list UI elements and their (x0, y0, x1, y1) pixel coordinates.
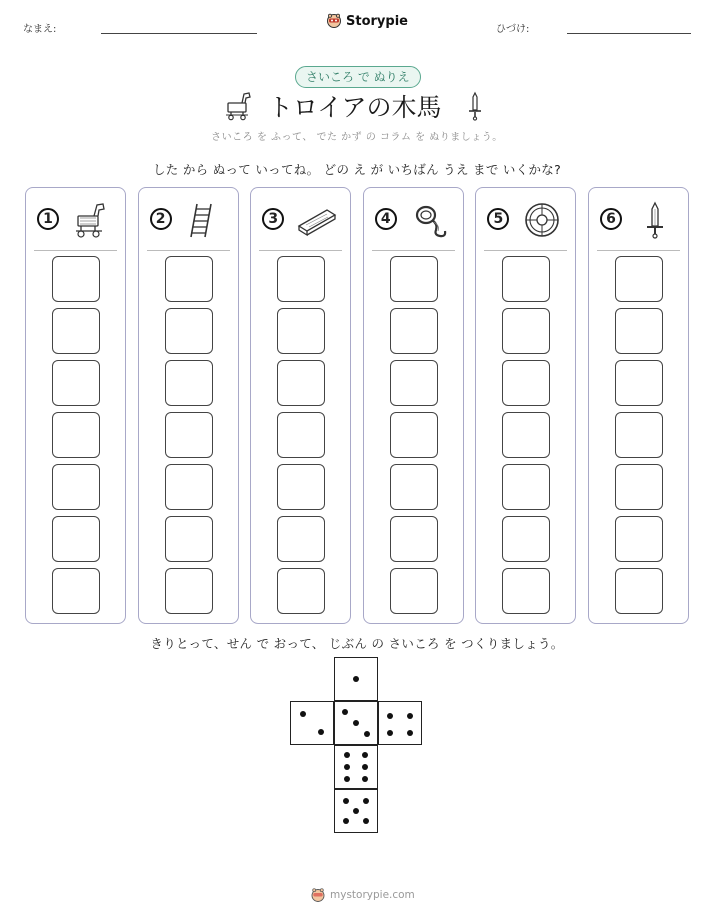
color-cell[interactable] (52, 516, 100, 562)
rope-icon (410, 200, 450, 240)
pip (353, 676, 359, 682)
instruction-top: した から ぬって いってね。 どの え が いちばん うえ まで いくかな? (152, 162, 562, 177)
wooden-plank-icon (297, 200, 337, 240)
color-cell[interactable] (165, 360, 213, 406)
instruction-bottom: きりとって、せん で おって、 じぶん の さいころ を つくりましょう。 (150, 636, 564, 651)
trojan-horse-icon (72, 200, 112, 240)
color-cell[interactable] (165, 516, 213, 562)
color-cell[interactable] (390, 308, 438, 354)
color-cell[interactable] (52, 464, 100, 510)
dice-face-3 (334, 701, 378, 745)
ladder-icon (185, 200, 225, 240)
pip (353, 808, 359, 814)
color-cell[interactable] (277, 516, 325, 562)
color-cell[interactable] (165, 464, 213, 510)
pip (318, 729, 324, 735)
pip (407, 730, 413, 736)
dice-face-1 (334, 657, 378, 701)
color-cell[interactable] (277, 256, 325, 302)
date-field[interactable] (567, 33, 691, 34)
pip (387, 730, 393, 736)
column-number: 1 (37, 208, 59, 230)
color-cell[interactable] (277, 360, 325, 406)
color-cell[interactable] (615, 516, 663, 562)
column-4 (363, 187, 464, 624)
color-cell[interactable] (165, 568, 213, 614)
pip (344, 764, 350, 770)
subtitle: さいころ を ふって、 でた かず の コラム を ぬりましょう。 (211, 132, 503, 143)
pip (407, 713, 413, 719)
footer-url[interactable]: mystorypie.com (330, 889, 415, 901)
color-cell[interactable] (615, 360, 663, 406)
color-cell[interactable] (165, 412, 213, 458)
date-label: ひづけ: (496, 24, 530, 35)
color-cell[interactable] (502, 360, 550, 406)
color-cell[interactable] (52, 256, 100, 302)
sword-title-icon (466, 91, 484, 121)
column-divider (484, 250, 567, 251)
color-cell[interactable] (502, 412, 550, 458)
trojan-horse-title-icon (223, 89, 253, 121)
color-cell[interactable] (502, 516, 550, 562)
pip (362, 764, 368, 770)
brand-name: Storypie (346, 13, 408, 29)
pip (344, 776, 350, 782)
color-cell[interactable] (390, 412, 438, 458)
column-6 (588, 187, 689, 624)
column-3 (250, 187, 351, 624)
column-number: 2 (150, 208, 172, 230)
sword-icon (635, 200, 675, 240)
color-cell[interactable] (165, 256, 213, 302)
color-cell[interactable] (390, 568, 438, 614)
pip (343, 798, 349, 804)
color-cell[interactable] (502, 308, 550, 354)
column-divider (34, 250, 117, 251)
color-cell[interactable] (502, 256, 550, 302)
color-cell[interactable] (615, 256, 663, 302)
color-cell[interactable] (390, 360, 438, 406)
storypie-mascot-icon (326, 13, 342, 29)
pip (362, 752, 368, 758)
storypie-footer-icon (310, 887, 326, 903)
name-field[interactable] (101, 33, 257, 34)
color-cell[interactable] (615, 308, 663, 354)
dice-face-4 (378, 701, 422, 745)
pip (343, 818, 349, 824)
pip (353, 720, 359, 726)
pip (362, 776, 368, 782)
column-5 (475, 187, 576, 624)
column-divider (147, 250, 230, 251)
color-cell[interactable] (52, 308, 100, 354)
color-cell[interactable] (52, 360, 100, 406)
dice-face-2 (290, 701, 334, 745)
pip (363, 798, 369, 804)
color-cell[interactable] (52, 568, 100, 614)
column-number: 5 (487, 208, 509, 230)
footer (310, 887, 415, 903)
color-cell[interactable] (277, 412, 325, 458)
color-cell[interactable] (52, 412, 100, 458)
dice-face-5 (334, 789, 378, 833)
color-cell[interactable] (502, 464, 550, 510)
color-cell[interactable] (615, 464, 663, 510)
pip (300, 711, 306, 717)
column-divider (372, 250, 455, 251)
color-cell[interactable] (277, 464, 325, 510)
color-cell[interactable] (502, 568, 550, 614)
color-cell[interactable] (390, 516, 438, 562)
color-cell[interactable] (615, 412, 663, 458)
pip (363, 818, 369, 824)
activity-badge: さいころ で ぬりえ (295, 66, 421, 88)
pip (342, 709, 348, 715)
color-cell[interactable] (277, 568, 325, 614)
pip (387, 713, 393, 719)
column-number: 6 (600, 208, 622, 230)
pip (364, 731, 370, 737)
column-divider (259, 250, 342, 251)
column-number: 3 (262, 208, 284, 230)
color-cell[interactable] (277, 308, 325, 354)
page-title: トロイアの木馬 (268, 93, 442, 122)
color-cell[interactable] (390, 256, 438, 302)
name-label: なまえ: (23, 24, 57, 35)
column-2 (138, 187, 239, 624)
pip (344, 752, 350, 758)
color-cell[interactable] (615, 568, 663, 614)
color-cell[interactable] (390, 464, 438, 510)
shield-icon (522, 200, 562, 240)
color-cell[interactable] (165, 308, 213, 354)
column-1 (25, 187, 126, 624)
brand-logo (326, 13, 408, 29)
dice-face-6 (334, 745, 378, 789)
column-divider (597, 250, 680, 251)
column-number: 4 (375, 208, 397, 230)
